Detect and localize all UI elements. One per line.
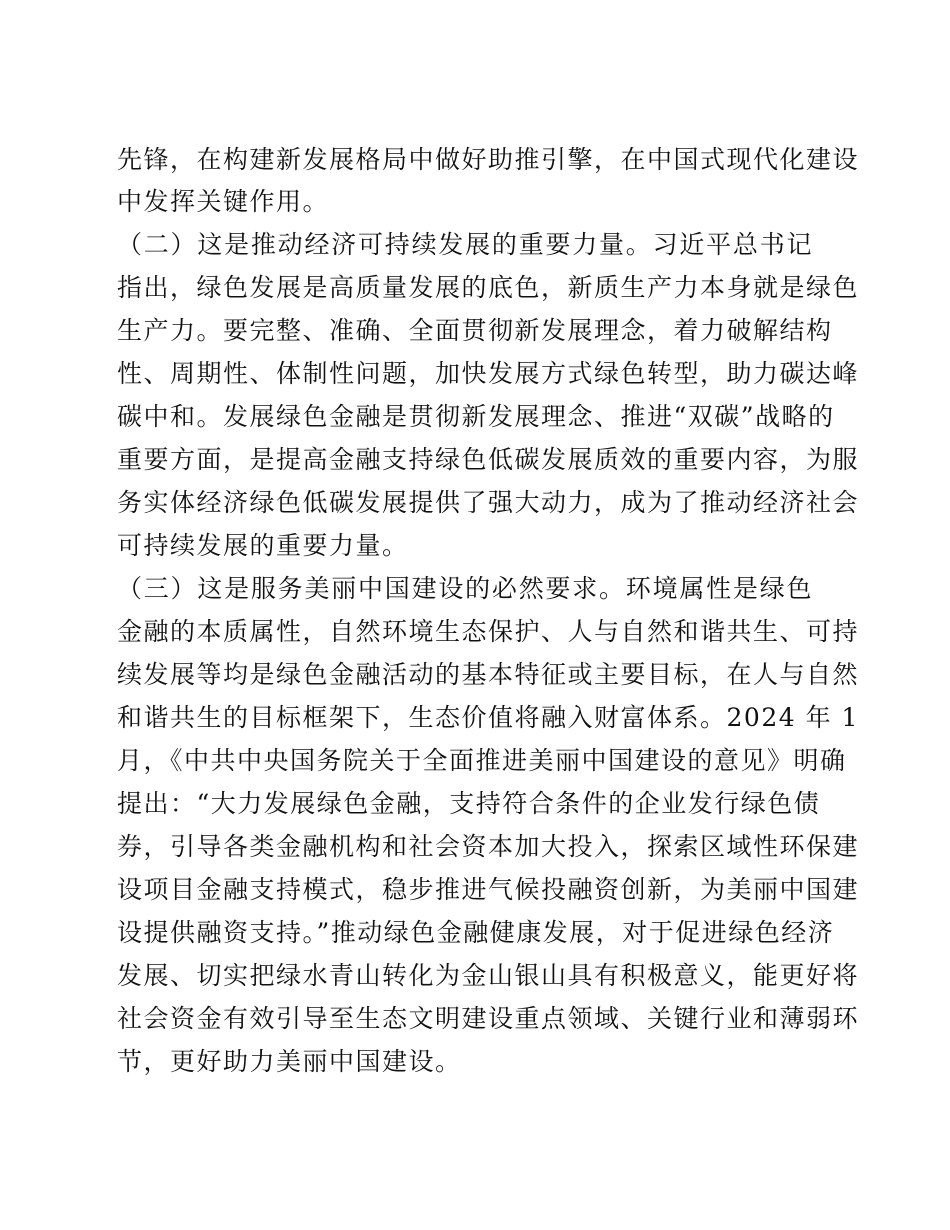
text-line-10: 可持续发展的重要力量。 — [117, 531, 409, 560]
text-line-13: 续发展等均是绿色金融活动的基本特征或主要目标，在人与自然 — [117, 660, 860, 689]
text-line-5: 生产力。要完整、准确、全面贯彻新发展理念，着力破解结构 — [117, 316, 833, 345]
section-3-heading-line — [117, 571, 813, 607]
section-2-heading-line — [117, 227, 813, 263]
text-line-1: 先锋，在构建新发展格局中做好助推引擎，在中国式现代化建设 — [117, 145, 860, 174]
text-line-6: 性、周期性、体制性问题，加快发展方式绿色转型，助力碳达峰 — [117, 359, 860, 388]
section-3-marker: （三） — [117, 574, 198, 603]
text-line-19: 设提供融资支持。”推动绿色金融健康发展，对于促进绿色经济 — [117, 918, 835, 947]
text-line-4: 指出，绿色发展是高质量发展的底色，新质生产力本身就是绿色 — [117, 273, 860, 302]
section-2-title: 这是推动经济可持续发展的重要力量。习近平总书记 — [197, 230, 813, 259]
text-line-9: 务实体经济绿色低碳发展提供了强大动力，成为了推动经济社会 — [117, 488, 860, 517]
text-line-17: 券，引导各类金融机构和社会资本加大投入，探索区域性环保建 — [117, 832, 860, 861]
text-line-2: 中发挥关键作用。 — [117, 187, 330, 216]
text-line-15: 月，《中共中央国务院关于全面推进美丽中国建设的意见》明确 — [117, 746, 847, 775]
section-3-title: 这是服务美丽中国建设的必然要求。环境属性是绿色 — [197, 574, 813, 603]
text-line-12: 金融的本质属性，自然环境生态保护、人与自然和谐共生、可持 — [117, 617, 860, 646]
text-line-20: 发展、切实把绿水青山转化为金山银山具有积极意义，能更好将 — [117, 961, 860, 990]
text-line-22: 节，更好助力美丽中国建设。 — [117, 1047, 462, 1076]
text-line-18: 设项目金融支持模式，稳步推进气候投融资创新，为美丽中国建 — [117, 875, 860, 904]
text-line-14: 和谐共生的目标框架下，生态价值将融入财富体系。2024 年 1 — [117, 703, 859, 732]
text-line-8: 重要方面，是提高金融支持绿色低碳发展质效的重要内容，为服 — [117, 445, 860, 474]
text-line-16: 提出：“大力发展绿色金融，支持符合条件的企业发行绿色债 — [117, 789, 821, 818]
section-2-marker: （二） — [117, 230, 198, 259]
text-line-7: 碳中和。发展绿色金融是贯彻新发展理念、推进“双碳”战略的 — [117, 402, 835, 431]
text-line-21: 社会资金有效引导至生态文明建设重点领域、关键行业和薄弱环 — [117, 1004, 860, 1033]
